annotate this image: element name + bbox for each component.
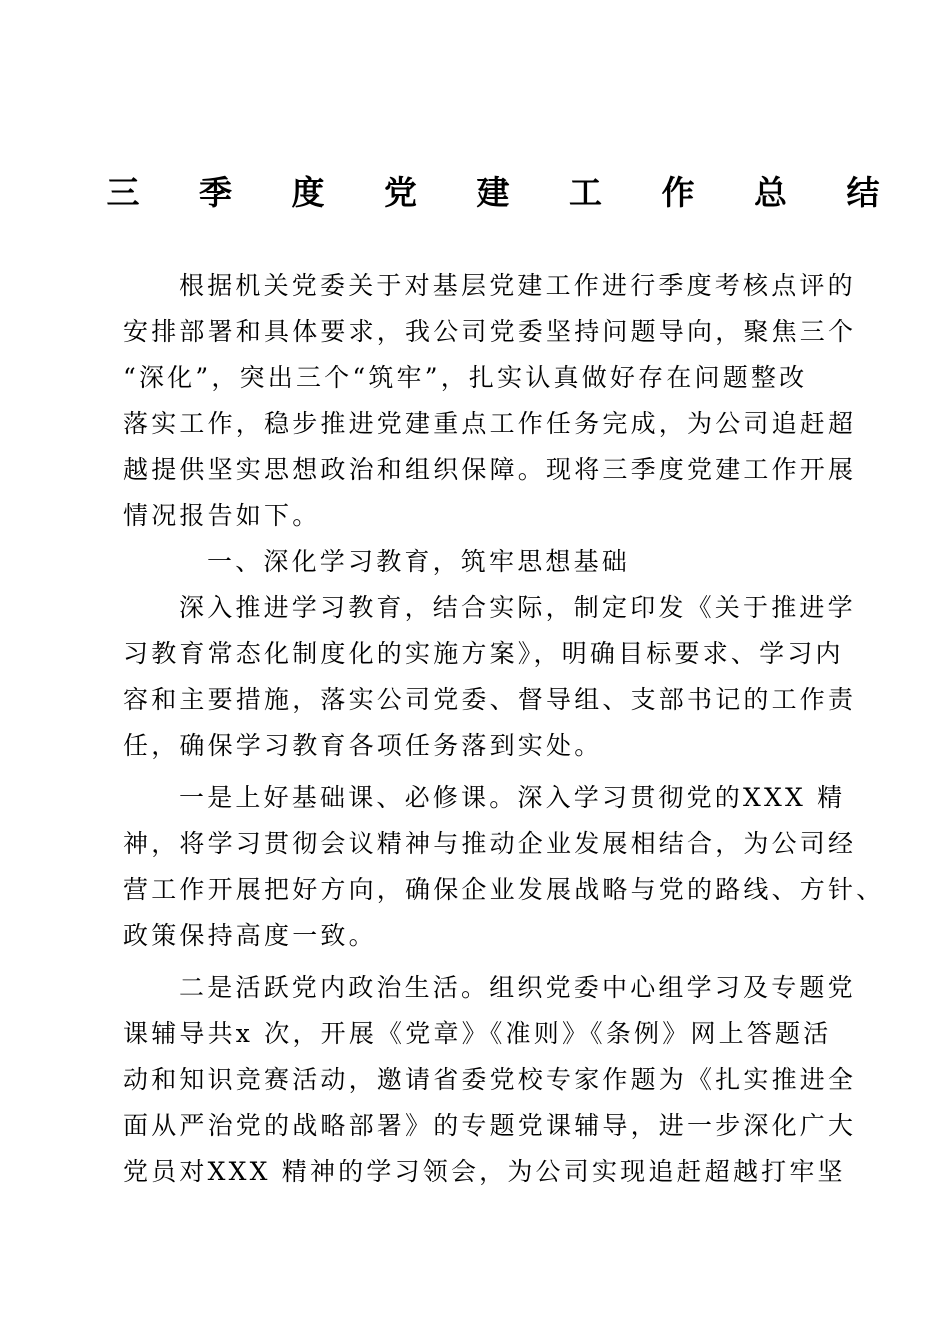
text-line: 神，将学习贯彻会议精神与推动企业发展相结合，为公司经 (123, 829, 857, 858)
text-line: 动和知识竞赛活动，邀请省委党校专家作题为《扎实推进全 (123, 1065, 857, 1094)
document-body (123, 263, 885, 1195)
text-line: 党员对XXX 精神的学习领会，为公司实现追赶超越打牢坚 (123, 1157, 846, 1186)
text-line: 习教育常态化制度化的实施方案》，明确目标要求、学习内 (123, 639, 844, 668)
section-heading-text: 一、深化学习教育，筑牢思想基础 (207, 547, 631, 576)
document-title: 三 季 度 党 建 工 作 总 结 (106, 173, 904, 212)
text-line: 任，确保学习教育各项任务落到实处。 (123, 731, 603, 760)
paragraph-point-1 (123, 775, 885, 959)
text-line: 营工作开展把好方向，确保企业发展战略与党的路线、方针、 (123, 875, 885, 904)
section-heading (123, 539, 843, 585)
paragraph-point-2 (123, 965, 857, 1195)
text-line: 深入推进学习教育，结合实际，制定印发《关于推进学 (179, 593, 856, 622)
paragraph-intro (123, 263, 857, 539)
text-line: 一是上好基础课、必修课。深入学习贯彻党的XXX 精 (179, 783, 846, 812)
text-line: 课辅导共x 次，开展《党章》《准则》《条例》网上答题活 (123, 1019, 832, 1048)
text-line: 政策保持高度一致。 (123, 921, 377, 950)
text-line: “深化”，突出三个“筑牢”，扎实认真做好存在问题整改 (123, 363, 808, 392)
text-line: 根据机关党委关于对基层党建工作进行季度考核点评的 (179, 271, 856, 300)
text-line: 面从严治党的战略部署》的专题党课辅导，进一步深化广大 (123, 1111, 857, 1140)
text-line: 容和主要措施，落实公司党委、督导组、支部书记的工作责 (123, 685, 857, 714)
text-line: 安排部署和具体要求，我公司党委坚持问题导向，聚焦三个 (123, 317, 857, 346)
text-line: 越提供坚实思想政治和组织保障。现将三季度党建工作开展 (123, 455, 857, 484)
paragraph-section-intro (123, 585, 857, 769)
text-line: 落实工作，稳步推进党建重点工作任务完成，为公司追赶超 (123, 409, 857, 438)
text-line: 情况报告如下。 (123, 501, 321, 530)
text-line: 二是活跃党内政治生活。组织党委中心组学习及专题党 (179, 973, 856, 1002)
